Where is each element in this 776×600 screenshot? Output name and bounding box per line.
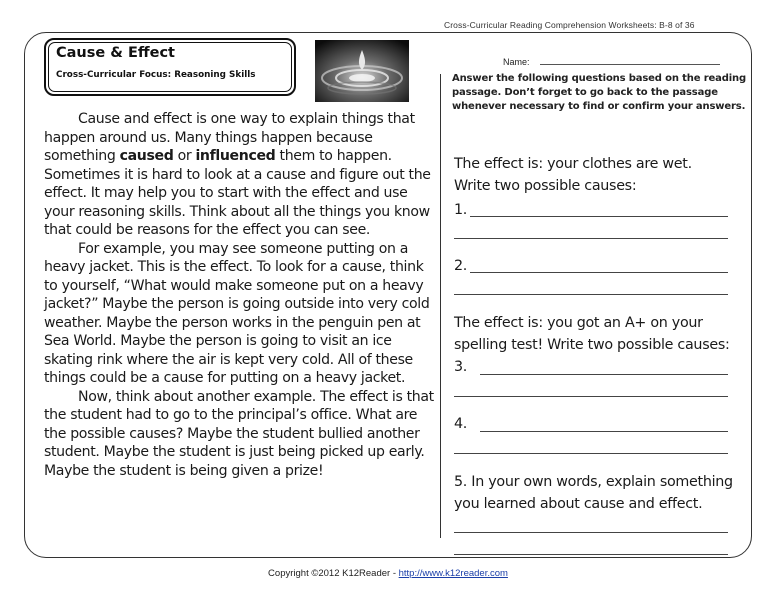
answer-1-line-2[interactable] bbox=[454, 238, 728, 239]
column-divider bbox=[440, 74, 441, 538]
reading-passage bbox=[44, 110, 440, 480]
name-input-line[interactable] bbox=[540, 64, 720, 65]
worksheet-subtitle: Cross-Curricular Focus: Reasoning Skills bbox=[56, 70, 256, 80]
water-drop-icon bbox=[315, 40, 409, 102]
answer-number-3: 3. bbox=[454, 359, 468, 375]
answer-4-line-2[interactable] bbox=[454, 453, 728, 454]
keyword-influenced: influenced bbox=[195, 148, 276, 164]
answer-3-line-2[interactable] bbox=[454, 396, 728, 397]
answer-1-line[interactable] bbox=[470, 216, 728, 217]
passage-paragraph-2: For example, you may see someone putting on a heavy jacket. This is the effect. To look for a cause, think to yourself, “What would make someone put on a heavy jacket?” Maybe the person is going outside into very cold weather. Maybe the person works in the penguin pen at Sea World. Maybe the person is going to visit an ice skating rink where the air is kept very cold. All of these things could be a cause for putting on a heavy jacket. bbox=[44, 240, 430, 386]
answer-3-line[interactable] bbox=[480, 374, 728, 375]
answer-number-4: 4. bbox=[454, 416, 468, 432]
k12reader-link[interactable]: http://www.k12reader.com bbox=[398, 568, 508, 579]
answer-number-2: 2. bbox=[454, 258, 468, 274]
worksheet-series-label: Cross-Curricular Reading Comprehension Worksheets: B-8 of 36 bbox=[444, 20, 695, 30]
instructions: Answer the following questions based on the reading passage. Don’t forget to go back to the passage whenever necessary to find or confirm your answers. bbox=[452, 73, 747, 112]
title-box bbox=[44, 38, 296, 96]
answer-number-1: 1. bbox=[454, 202, 468, 218]
keyword-caused: caused bbox=[119, 148, 174, 164]
question-a-prompt: The effect is: your clothes are wet. bbox=[454, 156, 692, 172]
answer-5-line-2[interactable] bbox=[454, 554, 728, 555]
question-b-instruction: spelling test! Write two possible causes: bbox=[454, 337, 730, 353]
passage-paragraph-1: Cause and effect is one way to explain things that happen around us. Many things happen because something caused or influenced them to happen. Sometimes it is hard to look at a cause and figure out the effect. It may help you to start with the effect and use your reasoning skills. Think about all the things you know that could be reasons for the effect you can see. bbox=[44, 111, 431, 238]
passage-paragraph-3: Now, think about another example. The effect is that the student had to go to the principal’s office. What are the possible causes? Maybe the student bullied another student. Maybe the student is just being picked up early. Maybe the student is being given a prize! bbox=[44, 388, 434, 479]
name-label: Name: bbox=[503, 57, 530, 67]
answer-2-line[interactable] bbox=[470, 272, 728, 273]
worksheet-title: Cause & Effect bbox=[56, 45, 175, 61]
question-a-instruction: Write two possible causes: bbox=[454, 178, 637, 194]
copyright-text: Copyright ©2012 K12Reader - bbox=[268, 568, 399, 579]
answer-4-line[interactable] bbox=[480, 431, 728, 432]
question-5-prompt: 5. In your own words, explain something bbox=[454, 474, 733, 490]
question-b-prompt: The effect is: you got an A+ on your bbox=[454, 315, 703, 331]
question-5-prompt-2: you learned about cause and effect. bbox=[454, 496, 703, 512]
answer-2-line-2[interactable] bbox=[454, 294, 728, 295]
answer-5-line[interactable] bbox=[454, 532, 728, 533]
footer bbox=[0, 568, 776, 579]
